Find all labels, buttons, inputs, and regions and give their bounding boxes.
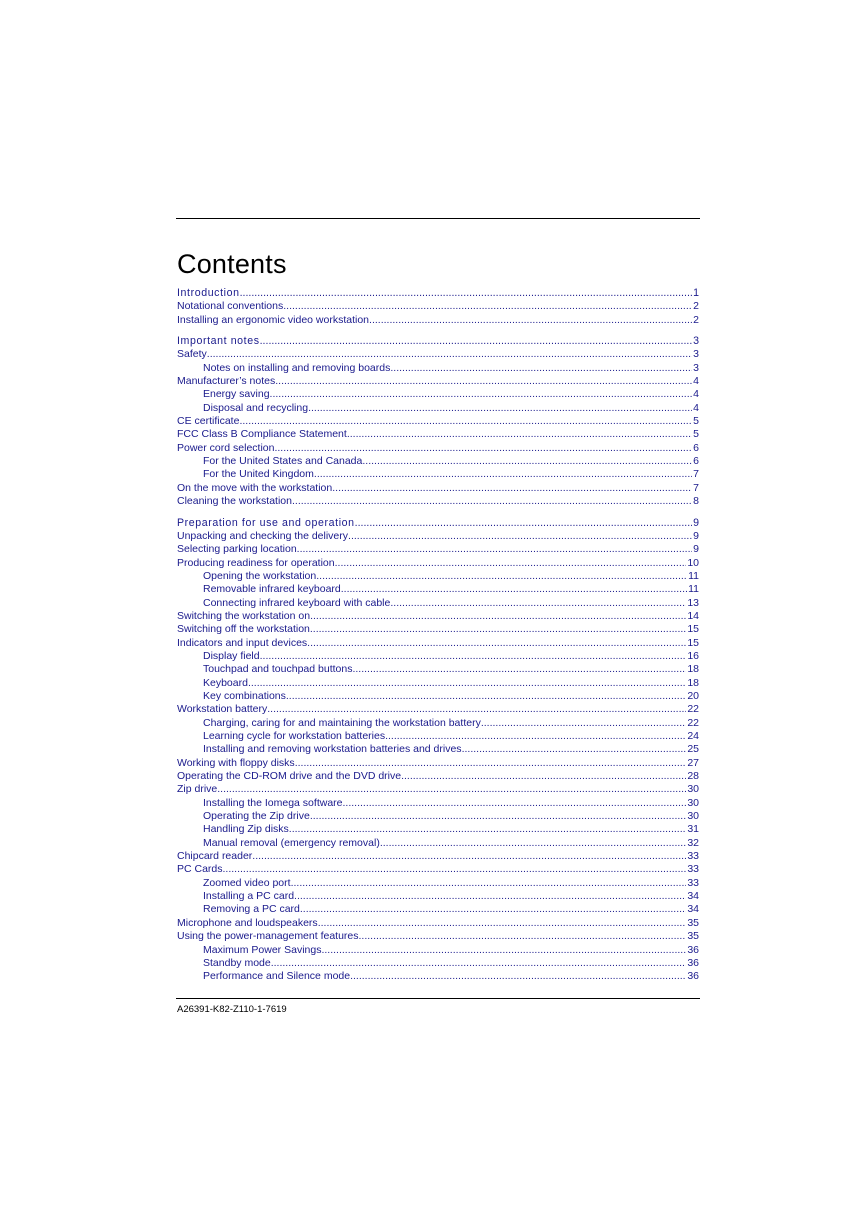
toc-section-link[interactable] <box>177 917 699 930</box>
dot-leader <box>352 663 686 676</box>
toc-entry-title: Operating the CD-ROM drive and the DVD drive <box>177 770 402 783</box>
toc-page-number: 27 <box>687 756 699 769</box>
toc-page-number: 3 <box>693 361 699 374</box>
dot-leader <box>390 597 686 610</box>
toc-section-link[interactable] <box>177 300 699 313</box>
toc-entry-title: Key combinations <box>203 689 286 702</box>
dot-leader <box>385 730 686 743</box>
toc-page-number: 30 <box>687 783 699 796</box>
toc-section-link[interactable] <box>177 930 699 943</box>
toc-page-number: 4 <box>693 388 699 401</box>
toc-page-number: 3 <box>693 348 699 361</box>
dot-leader <box>350 970 686 983</box>
toc-page-number: 31 <box>687 823 699 836</box>
toc-subsection-link[interactable] <box>177 663 699 676</box>
toc-entry-title: Notational conventions <box>177 300 284 313</box>
toc-page-number: 5 <box>693 428 699 441</box>
toc-page-number: 4 <box>693 375 699 388</box>
dot-leader <box>332 482 692 495</box>
toc-subsection-link[interactable] <box>177 690 699 703</box>
toc-entry-title: Installing a PC card <box>203 890 295 903</box>
toc-chapter-link[interactable] <box>177 335 699 348</box>
toc-entry-title: Indicators and input devices <box>177 636 308 649</box>
toc-page-number: 2 <box>693 300 699 313</box>
toc-entry-title: Manual removal (emergency removal) <box>203 836 380 849</box>
dot-leader <box>291 877 687 890</box>
toc-subsection-link[interactable] <box>177 957 699 970</box>
toc-entry-title: Chipcard reader <box>177 850 253 863</box>
toc-chapter-link[interactable] <box>177 287 699 300</box>
dot-leader <box>275 375 692 388</box>
toc-subsection-link[interactable] <box>177 890 699 903</box>
toc-subsection-link[interactable] <box>177 362 699 375</box>
toc-entry-title: Cleaning the workstation <box>177 495 292 508</box>
toc-section-link[interactable] <box>177 428 699 441</box>
toc-entry-title: Charging, caring for and maintaining the workstation battery <box>203 716 481 729</box>
toc-page-number: 24 <box>687 730 699 742</box>
toc-page-number: 8 <box>693 495 699 508</box>
dot-leader <box>308 402 692 415</box>
dot-leader <box>260 335 692 348</box>
toc-entry-title: CE certificate <box>177 415 240 428</box>
toc-entry-title: Maximum Power Savings <box>203 943 322 956</box>
dot-leader <box>239 415 692 428</box>
toc-entry-title: Handling Zip disks <box>203 823 289 836</box>
toc-page-number: 3 <box>693 335 699 348</box>
toc-page-number: 34 <box>687 903 699 916</box>
toc-subsection-link[interactable] <box>177 944 699 957</box>
toc-page-number: 30 <box>687 796 699 809</box>
dot-leader <box>341 583 687 596</box>
dot-leader <box>240 287 693 300</box>
toc-entry-title: Safety <box>177 348 207 361</box>
dot-leader <box>267 703 686 716</box>
dot-leader <box>362 455 692 468</box>
toc-subsection-link[interactable] <box>177 717 699 730</box>
toc-entry-title: Installing an ergonomic video workstation <box>177 313 370 326</box>
toc-entry-title: Workstation battery <box>177 703 268 716</box>
toc-entry-title: Zip drive <box>177 783 218 796</box>
toc-page-number: 7 <box>693 468 699 481</box>
toc-section-link[interactable] <box>177 375 699 388</box>
toc-subsection-link[interactable] <box>177 730 699 743</box>
toc-section-link[interactable] <box>177 637 699 650</box>
bottom-rule <box>176 998 700 999</box>
dot-leader <box>252 850 686 863</box>
toc-page-number: 22 <box>687 703 699 716</box>
toc-entry-title: Switching the workstation on <box>177 609 311 622</box>
toc-page-number: 35 <box>687 930 699 943</box>
toc-subsection-link[interactable] <box>177 837 699 850</box>
toc-page-number: 34 <box>687 890 699 903</box>
toc-entry-title: Performance and Silence mode <box>203 970 351 983</box>
dot-leader <box>274 442 692 455</box>
dot-leader <box>355 517 692 530</box>
toc-page-number: 4 <box>693 401 699 414</box>
toc-section-link[interactable] <box>177 495 699 508</box>
toc-section-link[interactable] <box>177 770 699 783</box>
toc-subsection-link[interactable] <box>177 455 699 468</box>
toc-subsection-link[interactable] <box>177 597 699 610</box>
dot-leader <box>271 957 687 970</box>
toc-entry-title: Operating the Zip drive <box>203 810 310 823</box>
toc-page-number: 30 <box>687 810 699 823</box>
toc-entry-title: Disposal and recycling <box>203 401 309 414</box>
dot-leader <box>348 530 692 543</box>
toc-entry-title: Zoomed video port <box>203 876 291 889</box>
toc-page-number: 7 <box>693 481 699 494</box>
toc-page-number: 5 <box>693 415 699 428</box>
dot-leader <box>307 637 686 650</box>
toc-section-link[interactable] <box>177 703 699 716</box>
toc-page-number: 11 <box>688 569 699 582</box>
dot-leader <box>316 570 687 583</box>
toc-entry-title: Energy saving <box>203 388 270 401</box>
dot-leader <box>217 783 686 796</box>
dot-leader <box>289 823 687 836</box>
toc-entry-title: Installing the Iomega software <box>203 796 343 809</box>
top-rule <box>176 218 700 219</box>
toc-entry-title: FCC Class B Compliance Statement <box>177 428 347 441</box>
dot-leader <box>321 944 686 957</box>
dot-leader <box>310 610 686 623</box>
toc-section-link[interactable] <box>177 850 699 863</box>
toc-section-link[interactable] <box>177 783 699 796</box>
toc-page-number: 15 <box>687 623 699 636</box>
dot-leader <box>286 690 686 703</box>
dot-leader <box>314 468 692 481</box>
toc-page-number: 11 <box>688 583 699 596</box>
toc-entry-title: Important notes <box>177 335 260 348</box>
toc-entry-title: Producing readiness for operation <box>177 556 335 569</box>
toc-subsection-link[interactable] <box>177 797 699 810</box>
toc-page-number: 36 <box>687 943 699 956</box>
toc-subsection-link[interactable] <box>177 570 699 583</box>
toc-subsection-link[interactable] <box>177 743 699 756</box>
table-of-contents <box>177 287 699 984</box>
toc-page-number: 6 <box>693 455 699 468</box>
toc-page-number: 10 <box>687 556 699 569</box>
toc-page-number: 14 <box>687 609 699 622</box>
toc-subsection-link[interactable] <box>177 970 699 983</box>
toc-entry-title: Introduction <box>177 287 240 299</box>
toc-entry-title: Selecting parking location <box>177 543 297 556</box>
toc-section-link[interactable] <box>177 757 699 770</box>
toc-entry-title: Manufacturer’s notes <box>177 375 276 388</box>
document-number: A26391-K82-Z110-1-7619 <box>177 1004 287 1015</box>
toc-section-link[interactable] <box>177 543 699 556</box>
toc-subsection-link[interactable] <box>177 903 699 916</box>
toc-subsection-link[interactable] <box>177 823 699 836</box>
toc-entry-title: Switching off the workstation <box>177 623 310 636</box>
toc-page-number: 22 <box>687 716 699 729</box>
dot-leader <box>260 650 687 663</box>
toc-page-number: 36 <box>687 970 699 983</box>
toc-page-number: 33 <box>687 876 699 889</box>
dot-leader <box>294 890 686 903</box>
toc-entry-title: Microphone and loudspeakers <box>177 916 318 929</box>
dot-leader <box>270 388 693 401</box>
toc-entry-title: Learning cycle for workstation batteries <box>203 730 386 742</box>
toc-entry-title: Connecting infrared keyboard with cable <box>203 596 391 609</box>
toc-section-link[interactable] <box>177 623 699 636</box>
toc-subsection-link[interactable] <box>177 677 699 690</box>
dot-leader <box>292 495 692 508</box>
toc-page-number: 9 <box>693 543 699 556</box>
toc-page-number: 20 <box>687 689 699 702</box>
dot-leader <box>481 717 686 730</box>
dot-leader <box>223 863 687 876</box>
toc-page-number: 9 <box>693 516 699 529</box>
toc-section-link[interactable] <box>177 442 699 455</box>
toc-section-link[interactable] <box>177 610 699 623</box>
toc-subsection-link[interactable] <box>177 468 699 481</box>
toc-section-link[interactable] <box>177 482 699 495</box>
dot-leader <box>335 557 687 570</box>
toc-subsection-link[interactable] <box>177 877 699 890</box>
toc-entry-title: For the United Kingdom <box>203 468 314 481</box>
toc-page-number: 18 <box>687 663 699 676</box>
page-title: Contents <box>177 249 287 279</box>
toc-page-number: 9 <box>693 529 699 542</box>
dot-leader <box>390 362 692 375</box>
toc-entry-title: Power cord selection <box>177 441 275 454</box>
toc-page-number: 28 <box>687 770 699 783</box>
dot-leader <box>359 930 687 943</box>
toc-entry-title: Working with floppy disks <box>177 756 295 769</box>
toc-page-number: 36 <box>687 956 699 969</box>
toc-entry-title: Installing and removing workstation batteries and drives <box>203 743 462 756</box>
toc-entry-title: Preparation for use and operation <box>177 516 355 529</box>
toc-section-link[interactable] <box>177 314 699 327</box>
toc-section-link[interactable] <box>177 348 699 361</box>
toc-page-number: 35 <box>687 916 699 929</box>
toc-entry-title: Using the power-management features <box>177 930 359 943</box>
dot-leader <box>310 623 686 636</box>
dot-leader <box>347 428 692 441</box>
toc-chapter-link[interactable] <box>177 517 699 530</box>
dot-leader <box>300 903 686 916</box>
toc-subsection-link[interactable] <box>177 650 699 663</box>
dot-leader <box>462 743 687 756</box>
toc-section-link[interactable] <box>177 863 699 876</box>
toc-subsection-link[interactable] <box>177 388 699 401</box>
toc-subsection-link[interactable] <box>177 583 699 596</box>
toc-entry-title: Touchpad and touchpad buttons <box>203 663 353 676</box>
toc-entry-title: Display field <box>203 649 260 662</box>
toc-entry-title: PC Cards <box>177 863 223 876</box>
toc-page-number: 15 <box>687 636 699 649</box>
dot-leader <box>283 300 692 313</box>
dot-leader <box>380 837 686 850</box>
toc-subsection-link[interactable] <box>177 402 699 415</box>
toc-entry-title: Notes on installing and removing boards <box>203 361 391 374</box>
toc-page-number: 33 <box>687 863 699 876</box>
toc-section-link[interactable] <box>177 530 699 543</box>
toc-entry-title: Removable infrared keyboard <box>203 583 341 596</box>
dot-leader <box>207 348 692 361</box>
dot-leader <box>401 770 686 783</box>
toc-section-link[interactable] <box>177 557 699 570</box>
dot-leader <box>343 797 687 810</box>
dot-leader <box>318 917 687 930</box>
toc-page-number: 6 <box>693 441 699 454</box>
toc-page-number: 32 <box>687 836 699 849</box>
toc-page-number: 33 <box>687 850 699 863</box>
dot-leader <box>369 314 692 327</box>
dot-leader <box>310 810 687 823</box>
dot-leader <box>248 677 686 690</box>
toc-entry-title: On the move with the workstation <box>177 481 333 494</box>
toc-entry-title: For the United States and Canada <box>203 455 363 468</box>
toc-subsection-link[interactable] <box>177 810 699 823</box>
toc-entry-title: Removing a PC card <box>203 903 300 916</box>
toc-section-link[interactable] <box>177 415 699 428</box>
toc-page-number: 1 <box>693 287 699 299</box>
toc-entry-title: Standby mode <box>203 956 271 969</box>
toc-page-number: 2 <box>693 313 699 326</box>
toc-page-number: 18 <box>687 676 699 689</box>
toc-entry-title: Keyboard <box>203 676 248 689</box>
dot-leader <box>297 543 692 556</box>
toc-page-number: 16 <box>687 649 699 662</box>
toc-page-number: 13 <box>687 596 699 609</box>
toc-page-number: 25 <box>687 743 699 756</box>
toc-entry-title: Opening the workstation <box>203 569 317 582</box>
toc-entry-title: Unpacking and checking the delivery <box>177 529 349 542</box>
dot-leader <box>295 757 687 770</box>
